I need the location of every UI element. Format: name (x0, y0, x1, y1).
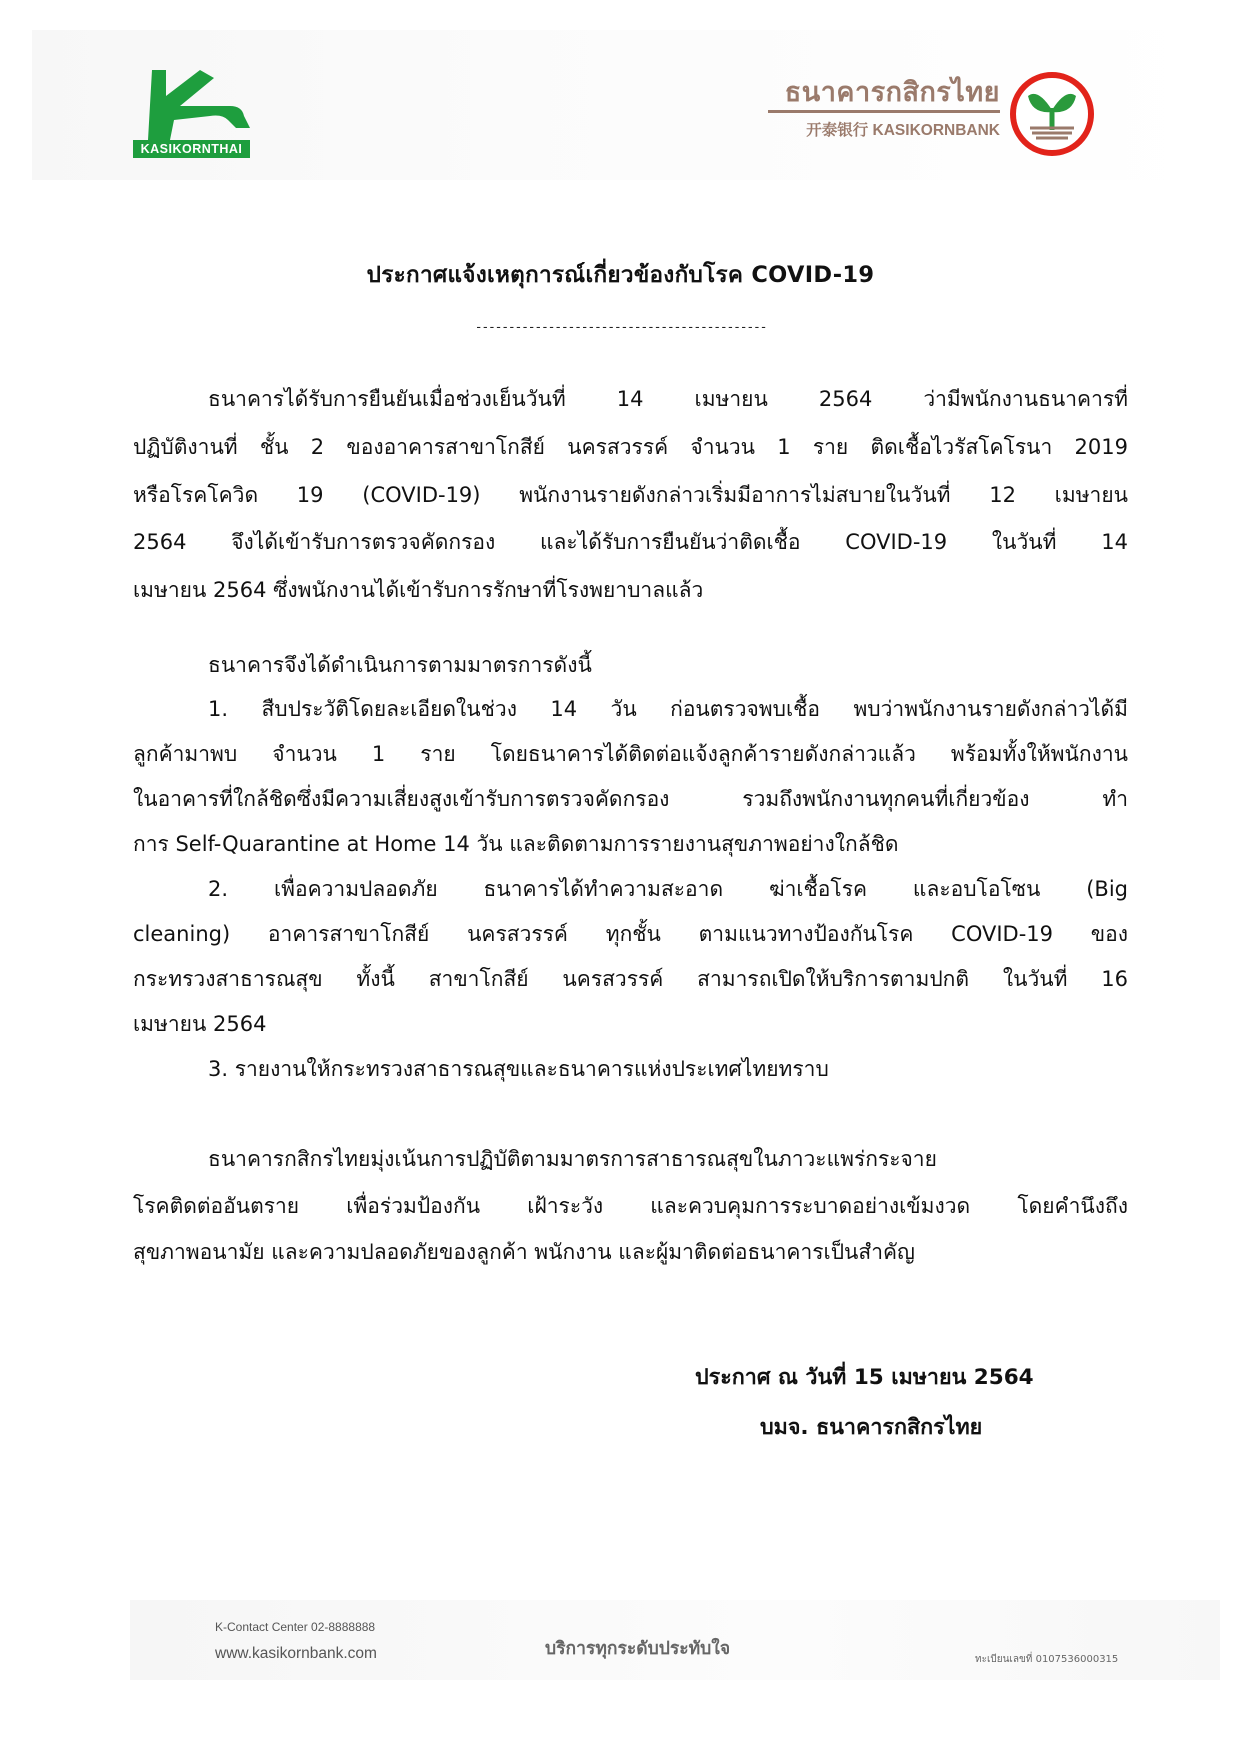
measure2-line: เมษายน 2564 (133, 1012, 267, 1036)
closing-line: ธนาคารกสิกรไทยมุ่งเน้นการปฏิบัติตามมาตรการสาธารณสุขในภาวะแพร่กระจาย (208, 1147, 937, 1171)
bank-name-underline (768, 110, 1000, 113)
bank-name-chinese: 开泰银行 (806, 122, 869, 139)
paragraph1-line: ปฏิบัติงานที่ ชั้น 2 ของอาคารสาขาโกสีย์ นครสวรรค์ จำนวน 1 ราย ติดเชื้อไวรัสโคโรนา 2019 (133, 435, 1128, 459)
measure1-line: 1. สืบประวัติโดยละเอียดในช่วง 14 วัน ก่อนตรวจพบเชื้อ พบว่าพนักงานรายดังกล่าวได้มี (208, 697, 1128, 721)
company-name: บมจ. ธนาคารกสิกรไทย (760, 1415, 983, 1440)
measure2-line: cleaning) อาคารสาขาโกสีย์ นครสวรรค์ ทุกชั้น ตามแนวทางป้องกันโรค COVID-19 ของ (133, 922, 1128, 946)
measure2-line: กระทรวงสาธารณสุข ทั้งนี้ สาขาโกสีย์ นครสวรรค์ สามารถเปิดให้บริการตามปกติ ในวันที่ 16 (133, 967, 1128, 991)
measures-intro: ธนาคารจึงได้ดำเนินการตามมาตรการดังนี้ (208, 653, 592, 677)
paragraph1-line: เมษายน 2564 ซึ่งพนักงานได้เข้ารับการรักษาที่โรงพยาบาลแล้ว (133, 578, 704, 602)
registration-number: ทะเบียนเลขที่ 0107536000315 (975, 1654, 1119, 1665)
announcement-date: ประกาศ ณ วันที่ 15 เมษายน 2564 (695, 1365, 1034, 1390)
paragraph1-line: 2564 จึงได้เข้ารับการตรวจคัดกรอง และได้รับการยืนยันว่าติดเชื้อ COVID-19 ในวันที่ 14 (133, 530, 1128, 554)
kasikornthai-logo-text: KASIKORNTHAI (133, 140, 250, 158)
measure1-line: การ Self-Quarantine at Home 14 วัน และติดตามการรายงานสุขภาพอย่างใกล้ชิด (133, 832, 899, 856)
closing-line: สุขภาพอนามัย และความปลอดภัยของลูกค้า พนักงาน และผู้มาติดต่อธนาคารเป็นสำคัญ (133, 1240, 915, 1264)
website-link[interactable]: www.kasikornbank.com (215, 1645, 377, 1662)
measure3-line: 3. รายงานให้กระทรวงสาธารณสุขและธนาคารแห่งประเทศไทยทราบ (208, 1057, 829, 1081)
measure1-line: ในอาคารที่ใกล้ชิดซึ่งมีความเสี่ยงสูงเข้ารับการตรวจคัดกรอง รวมถึงพนักงานทุกคนที่เกี่ยวข้อง ทำ (133, 787, 1128, 811)
announcement-title: ประกาศแจ้งเหตุการณ์เกี่ยวข้องกับโรค COVID-19 (366, 262, 875, 288)
footer-slogan: บริการทุกระดับประทับใจ (545, 1639, 731, 1659)
bank-name-english-text: KASIKORNBANK (872, 122, 1000, 139)
paragraph1-line: ธนาคารได้รับการยืนยันเมื่อช่วงเย็นวันที่ 14 เมษายน 2564 ว่ามีพนักงานธนาคารที่ (208, 387, 1128, 411)
contact-center: K-Contact Center 02-8888888 (215, 1620, 376, 1634)
closing-line: โรคติดต่ออันตราย เพื่อร่วมป้องกัน เฝ้าระวัง และควบคุมการระบาดอย่างเข้มงวด โดยคำนึงถึง (133, 1194, 1128, 1218)
kbank-emblem-icon (1008, 70, 1096, 158)
bank-name-english (763, 118, 1000, 140)
bank-name-thai: ธนาคารกสิกรไทย (784, 77, 1000, 108)
measure2-line: 2. เพื่อความปลอดภัย ธนาคารได้ทำความสะอาด ฆ่าเชื้อโรค และอบโอโซน (Big (208, 877, 1129, 901)
paragraph1-line: หรือโรคโควิด 19 (COVID-19) พนักงานรายดังกล่าวเริ่มมีอาการไม่สบายในวันที่ 12 เมษายน (133, 483, 1128, 507)
title-separator: -------------------------------------------- (474, 320, 767, 335)
measure1-line: ลูกค้ามาพบ จำนวน 1 ราย โดยธนาคารได้ติดต่อแจ้งลูกค้ารายดังกล่าวแล้ว พร้อมทั้งให้พนักงาน (133, 742, 1128, 766)
